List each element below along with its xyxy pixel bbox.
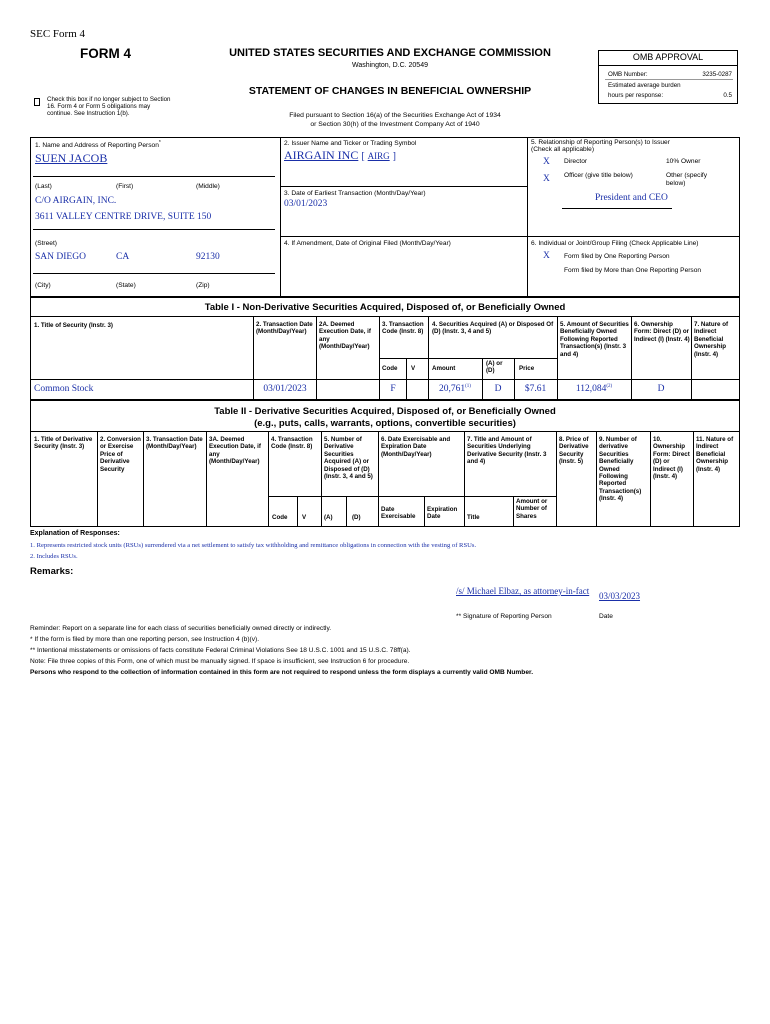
omb-hours-label: hours per response: — [608, 92, 664, 99]
signature-label: ** Signature of Reporting Person — [456, 613, 552, 620]
t1-h3: 3. Transaction Code (Instr. 8) — [382, 321, 424, 336]
table-2-title: Table II - Derivative Securities Acquired, Disposed of, or Beneficially Owned — [214, 406, 556, 417]
last-label: (Last) — [35, 183, 52, 190]
t1-price: Price — [519, 365, 535, 372]
state-label: (State) — [116, 282, 136, 289]
address-line-2: 3611 VALLEY CENTRE DRIVE, SUITE 150 — [35, 212, 212, 222]
middle-label: (Middle) — [196, 183, 220, 190]
t2-h10: 10. Ownership Form: Direct (D) or Indirect (I) (Instr. 4) — [653, 436, 690, 481]
t2-h7: 7. Title and Amount of Securities Underlying Derivative Security (Instr. 3 and 4) — [467, 436, 547, 466]
agency-location: Washington, D.C. 20549 — [351, 62, 428, 69]
t1-h7: 7. Nature of Indirect Beneficial Ownership (Instr. 4) — [694, 321, 729, 358]
state-value: CA — [116, 252, 130, 262]
officer-label: Officer (give title below) — [564, 172, 633, 179]
t1-row-code: F — [390, 384, 396, 394]
director-label: Director — [564, 158, 588, 165]
t2-code: Code — [272, 514, 288, 521]
street-label: (Street) — [35, 240, 57, 247]
t2-h1: 1. Title of Derivative Security (Instr. 3) — [34, 436, 93, 451]
t2-a: (A) — [324, 514, 333, 521]
city-label: (City) — [35, 282, 51, 289]
t2-exp: Expiration Date — [427, 506, 458, 521]
t2-h3a: 3A. Deemed Execution Date, if any (Month/Day/Year) — [209, 436, 261, 466]
table-2-subtitle: (e.g., puts, calls, warrants, options, convertible securities) — [254, 418, 516, 429]
t1-h2a: 2A. Deemed Execution Date, if any (Month/Day/Year) — [319, 321, 371, 351]
t2-title-col: Title — [467, 514, 480, 521]
one-person-label: Form filed by One Reporting Person — [564, 253, 670, 260]
note-misstatement: ** Intentional misstatements or omissions of facts constitute Federal Criminal Violations See 18 U.S.C. 1001 and 15 U.S.C. 78ff(a). — [30, 647, 411, 654]
first-label: (First) — [116, 183, 134, 190]
reporting-person-label: 1. Name and Address of Reporting Person* — [35, 140, 161, 150]
note-reminder: Reminder: Report on a separate line for each class of securities beneficially owned directly or indirectly. — [30, 625, 332, 632]
t2-h11: 11. Nature of Indirect Beneficial Ownership (Instr. 4) — [696, 436, 734, 473]
no-longer-subject-checkbox[interactable] — [34, 98, 40, 106]
earliest-date-value: 03/01/2023 — [284, 199, 328, 209]
note-omb: Persons who respond to the collection of information contained in this form are not required to respond unless the form displays a currently valid OMB Number. — [30, 669, 534, 676]
t2-v: V — [302, 514, 307, 521]
note-copies: Note: File three copies of this Form, one of which must be manually signed. If space is insufficient, see Instruction 6 for procedure. — [30, 658, 410, 665]
t2-h2: 2. Conversion or Exercise Price of Derivative Security — [100, 436, 141, 473]
statement-title: STATEMENT OF CHANGES IN BENEFICIAL OWNERSHIP — [248, 85, 532, 97]
city-value: SAN DIEGO — [35, 252, 86, 262]
t1-h2: 2. Transaction Date (Month/Day/Year) — [256, 321, 313, 336]
zip-label: (Zip) — [196, 282, 210, 289]
table-1-title: Table I - Non-Derivative Securities Acquired, Disposed of, or Beneficially Owned — [204, 302, 566, 313]
footnote-2: 2. Includes RSUs. — [30, 553, 78, 560]
signature-date: 03/03/2023 — [599, 591, 641, 601]
more-person-label: Form filed by More than One Reporting Person — [564, 267, 702, 274]
signature-value: /s/ Michael Elbaz, as attorney-in-fact — [456, 586, 590, 596]
t2-h4: 4. Transaction Code (Instr. 8) — [271, 436, 313, 451]
t1-aord: (A) or (D) — [486, 360, 503, 375]
issuer-name: AIRGAIN INC [ AIRG ] — [284, 148, 397, 162]
officer-title: President and CEO — [595, 193, 668, 203]
t1-v: V — [411, 365, 416, 372]
relationship-label-2: (Check all applicable) — [531, 146, 595, 153]
omb-number-label: OMB Number: — [608, 71, 648, 78]
ten-pct-label: 10% Owner — [666, 158, 701, 165]
t1-row-title: Common Stock — [34, 384, 94, 394]
reporting-person-name[interactable]: SUEN JACOB — [35, 151, 108, 165]
filed-pursuant-2: or Section 30(h) of the Investment Company Act of 1940 — [310, 121, 480, 128]
t1-h4: 4. Securities Acquired (A) or Disposed Of (D) (Instr. 3, 4 and 5) — [432, 321, 554, 336]
date-label: Date — [599, 613, 613, 620]
filing-label: 6. Individual or Joint/Group Filing (Check Applicable Line) — [531, 240, 699, 247]
t1-amount: Amount — [432, 365, 456, 372]
footnote-1: 1. Represents restricted stock units (RSUs) surrendered via a net settlement to satisfy tax withholding and remittance obligations in connection with the vesting of RSUs. — [30, 542, 477, 549]
t1-h1: 1. Title of Security (Instr. 3) — [34, 322, 113, 329]
t1-row-amount: 20,761$^{(1)}$ — [439, 384, 471, 395]
zip-value: 92130 — [196, 252, 220, 262]
t2-date-ex: Date Exercisable — [381, 506, 416, 521]
t1-row-price: $7.61 — [524, 384, 547, 394]
filed-pursuant-1: Filed pursuant to Section 16(a) of the Securities Exchange Act of 1934 — [289, 112, 501, 119]
address-line-1: C/O AIRGAIN, INC. — [35, 196, 117, 206]
t1-h6: 6. Ownership Form: Direct (D) or Indirect (I) (Instr. 4) — [634, 321, 690, 343]
issuer-label: 2. Issuer Name and Ticker or Trading Symbol — [284, 140, 417, 147]
t1-row-form: D — [657, 384, 665, 394]
amendment-label: 4. If Amendment, Date of Original Filed (Month/Day/Year) — [284, 240, 451, 247]
t1-row-owned: 112,084$^{(2)}$ — [575, 384, 613, 395]
agency-title: UNITED STATES SECURITIES AND EXCHANGE COMMISSION — [229, 47, 551, 59]
relationship-label: 5. Relationship of Reporting Person(s) to Issuer — [531, 139, 670, 146]
one-person-mark[interactable]: X — [543, 251, 550, 261]
t2-h8: 8. Price of Derivative Security (Instr. 5) — [559, 436, 589, 466]
t2-h3: 3. Transaction Date (Month/Day/Year) — [146, 436, 203, 451]
t2-h9: 9. Number of derivative Securities Beneficially Owned Following Reported Transaction(s) (Instr. 4) — [599, 436, 642, 503]
t1-row-aord: D — [494, 384, 502, 394]
note-multiple: * If the form is filed by more than one reporting person, see Instruction 4 (b)(v). — [30, 636, 260, 643]
remarks-label: Remarks: — [30, 566, 74, 577]
explanation-label: Explanation of Responses: — [30, 530, 120, 537]
t2-amount-col: Amount or Number of Shares — [516, 498, 548, 520]
checkbox-text: Check this box if no longer subject to Section 16. Form 4 or Form 5 obligations may continue. See Instruction 1(b). — [47, 96, 171, 118]
sec-form-label: SEC Form 4 — [30, 28, 86, 40]
omb-hours-value: 0.5 — [723, 92, 732, 99]
earliest-date-label: 3. Date of Earliest Transaction (Month/Day/Year) — [284, 190, 426, 197]
omb-number-value: 3235-0287 — [702, 71, 732, 78]
t1-h5: 5. Amount of Securities Beneficially Owned Following Reported Transaction(s) (Instr. 3 and 4) — [560, 321, 629, 358]
form-title: FORM 4 — [80, 46, 132, 61]
officer-mark[interactable]: X — [543, 174, 550, 184]
other-label: Other (specify below) — [666, 172, 708, 187]
director-mark[interactable]: X — [543, 157, 550, 167]
t2-h6: 6. Date Exercisable and Expiration Date (Month/Day/Year) — [381, 436, 451, 458]
omb-burden-label: Estimated average burden — [608, 82, 681, 89]
t2-h5: 5. Number of Derivative Securities Acquired (A) or Disposed of (D) (Instr. 3, 4 and 5) — [324, 436, 373, 481]
t2-d: (D) — [352, 514, 361, 521]
omb-title: OMB APPROVAL — [632, 52, 704, 62]
t1-code: Code — [382, 365, 398, 372]
t1-row-date: 03/01/2023 — [263, 384, 307, 394]
